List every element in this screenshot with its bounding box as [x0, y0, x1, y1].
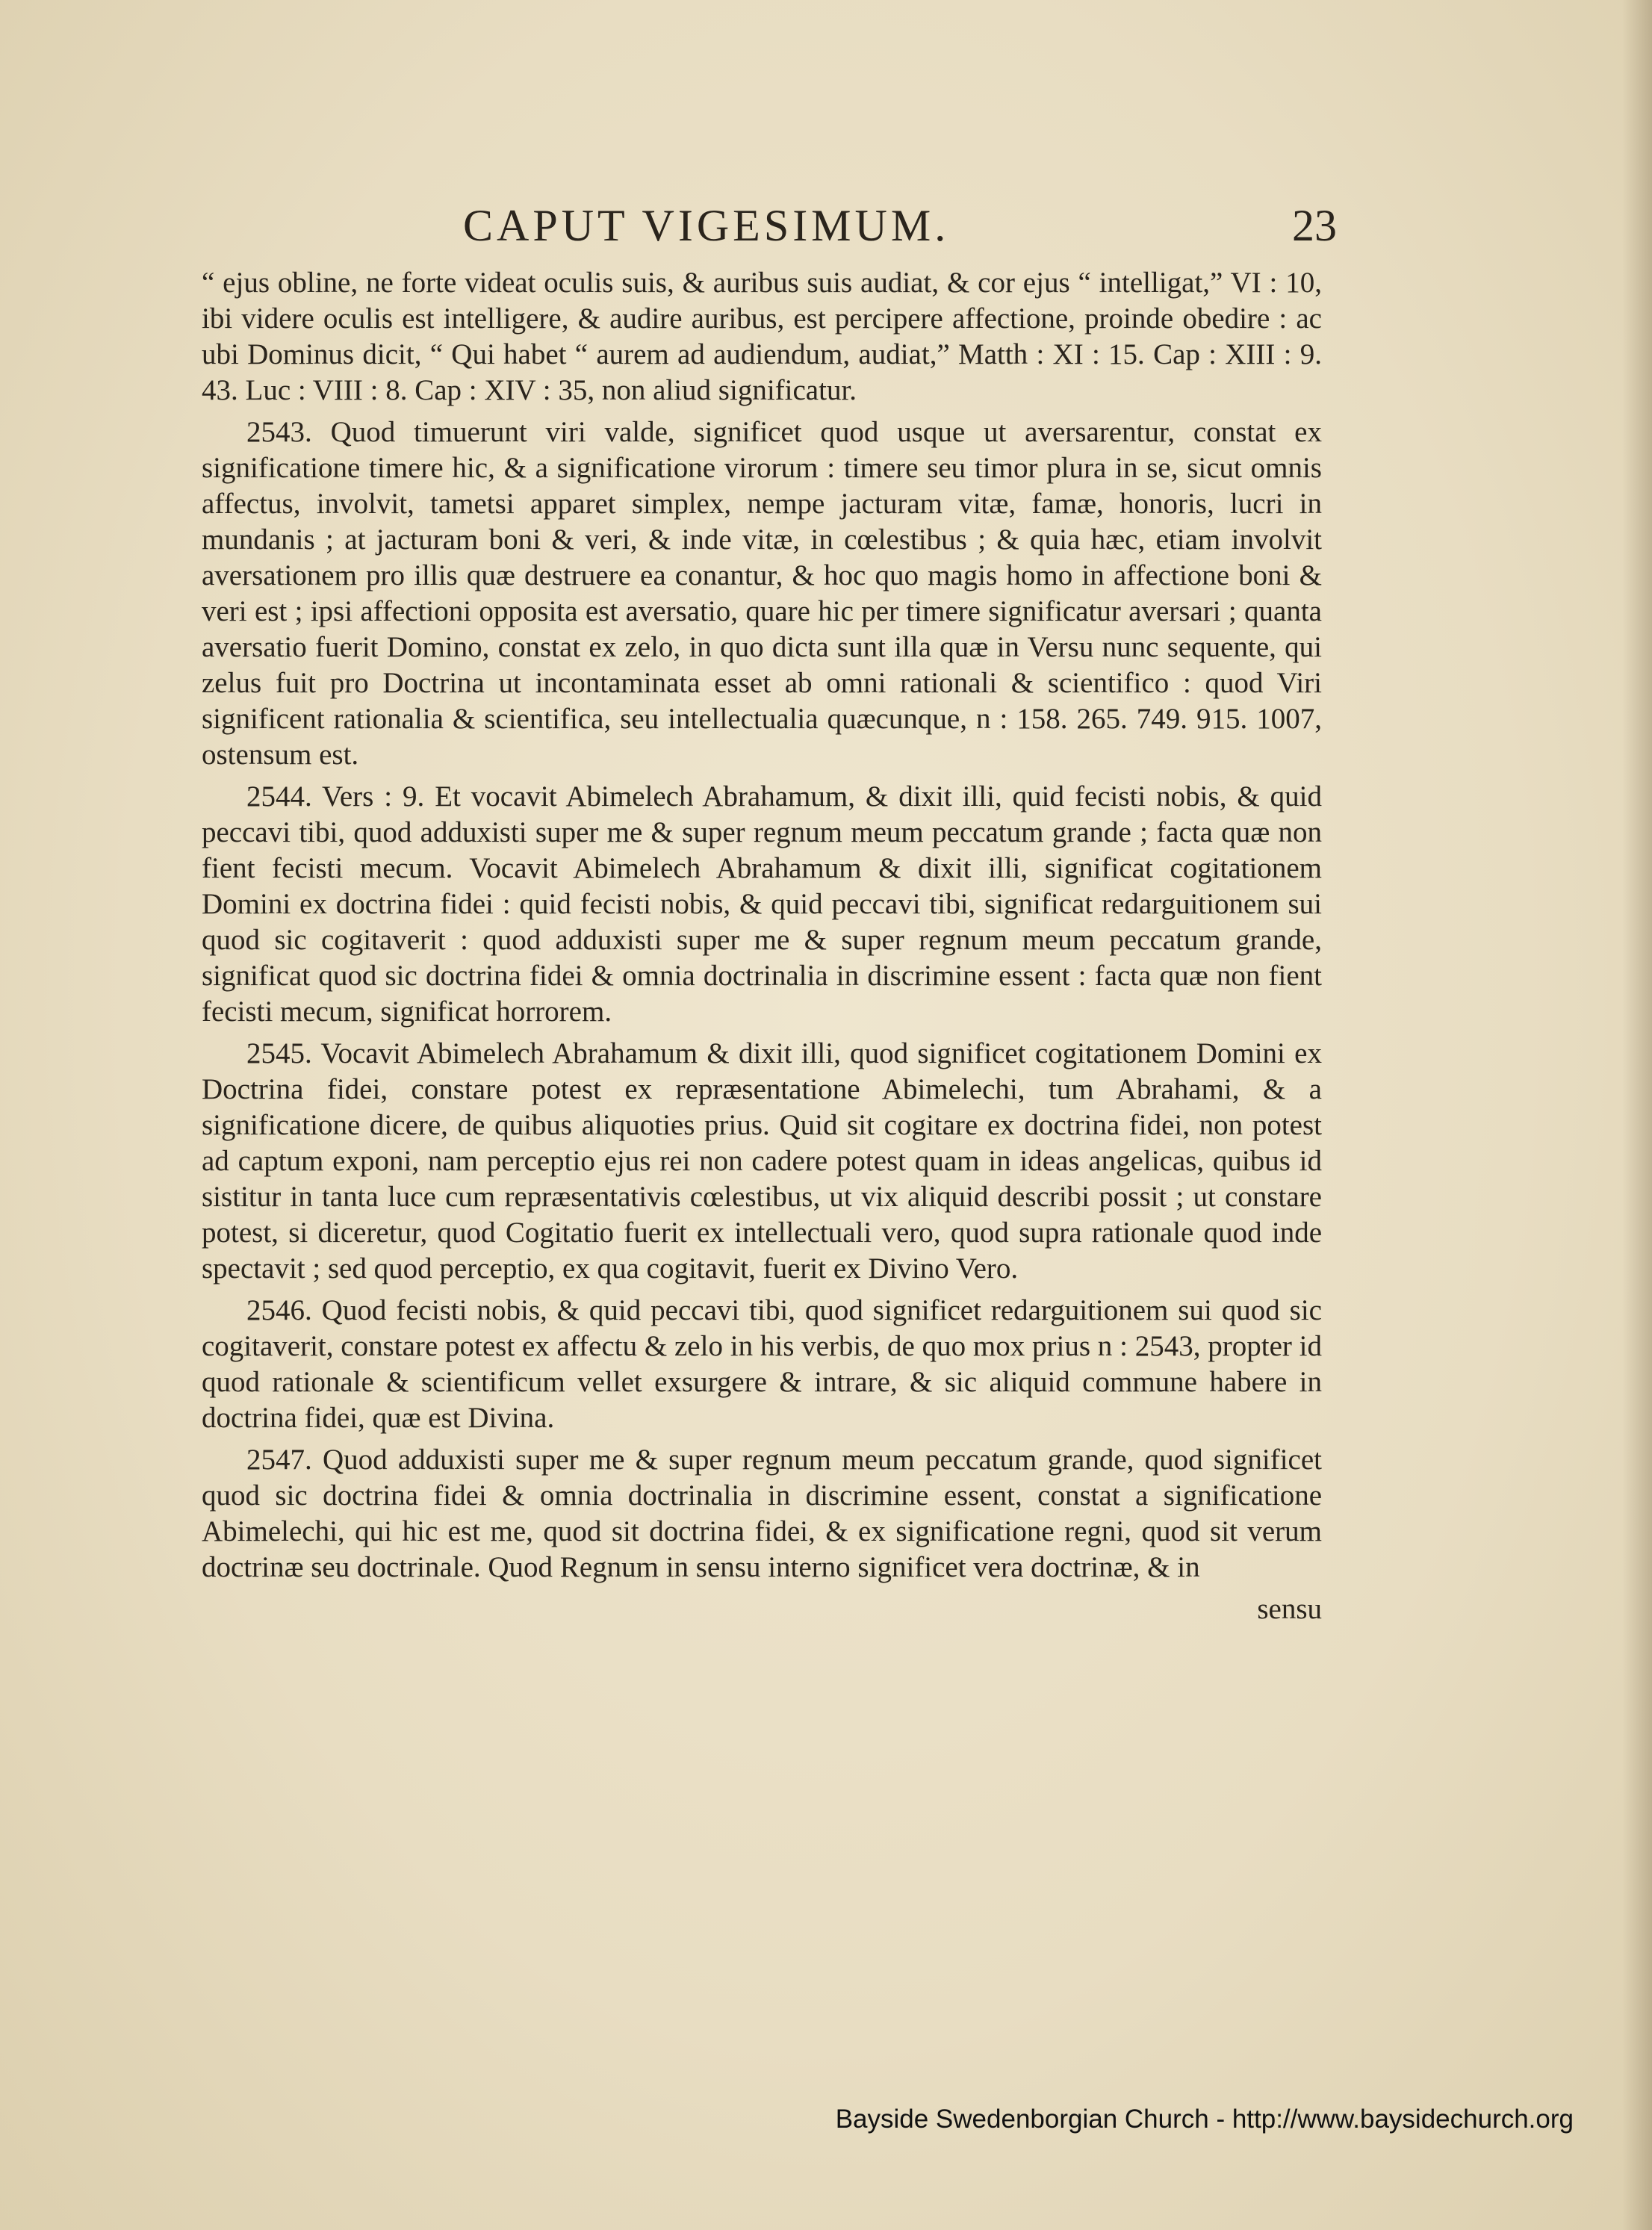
paragraph-2547: 2547. Quod adduxisti super me & super regnum meum peccatum grande, quod significet quod sic doctrina fidei & omnia doctrinalia in discrimine essent, constat a significatione Abimelechi, qui hic est me, quod sit doctrina fidei, & ex significatione regni, quod sit verum doctrinæ seu doctrinale. Quod Regnum in sensu interno significet vera doctrinæ, & in	[202, 1444, 1322, 1583]
page-number: 23	[1292, 201, 1337, 250]
gutter-shadow	[1622, 0, 1652, 2230]
paragraph-2546: 2546. Quod fecisti nobis, & quid peccavi tibi, quod significet redarguitionem sui quod sic cogitaverit, constare potest ex affectu & zelo in his verbis, de quo mox prius n : 2543, propter id quod rationale & scientificum vellet exsurgere & intrare, & sic aliquid commune habere in doctrina fidei, quæ est Divina.	[202, 1294, 1322, 1434]
paragraph-2543: 2543. Quod timuerunt viri valde, significet quod usque ut aversarentur, constat ex significatione timere hic, & a significatione virorum : timere seu timor plura in se, sicut omnis affectus, involvit, tametsi apparet simplex, nempe jacturam vitæ, famæ, honoris, lucri in mundanis ; at jacturam boni & veri, & inde vitæ, in cœlestibus ; & quia hæc, etiam involvit aversationem pro illis quæ destruere ea conantur, & hoc quo magis homo in affectione boni & veri est ; ipsi affectioni opposita est aversatio, quare hic per timere significatur aversari ; quanta aversatio fuerit Domino, constat ex zelo, in quo dicta sunt illa quæ in Versu nunc sequente, qui zelus fuit pro Doctrina ut incontaminata esset ab omni rationali & scientifico : quod Viri significent rationalia & scientifica, seu intellectualia quæcunque, n : 158. 265. 749. 915. 1007, ostensum est.	[202, 416, 1322, 771]
running-head	[202, 196, 1337, 255]
running-title: CAPUT VIGESIMUM.	[463, 201, 950, 250]
paragraph-continuation: “ ejus obline, ne forte videat oculis suis, & auribus suis audiat, & cor ejus “ intelligat,” VI : 10, ibi videre oculis est intelligere, & audire auribus, est percipere affectione, proinde obedire : ac ubi Dominus dicit, “ Qui habet “ aurem ad audiendum, audiat,” Matth : XI : 15. Cap : XIII : 9. 43. Luc : VIII : 8. Cap : XIV : 35, non aliud significatur.	[202, 267, 1322, 406]
paragraph-2545: 2545. Vocavit Abimelech Abrahamum & dixit illi, quod significet cogitationem Domini ex Doctrina fidei, constare potest ex repræsentatione Abimelechi, tum Abrahami, & a significatione dicere, de quibus aliquoties prius. Quid sit cogitare ex doctrina fidei, non potest ad captum exponi, nam perceptio ejus rei non cadere potest quam in ideas angelicas, quibus id sistitur in tanta luce cum repræsentativis cœlestibus, ut vix aliquid describi possit ; ut constare potest, si diceretur, quod Cogitatio fuerit ex intellectuali vero, quod supra rationale quod inde spectavit ; sed quod perceptio, ex qua cogitavit, fuerit ex Divino Vero.	[202, 1037, 1322, 1285]
source-watermark: Bayside Swedenborgian Church - http://www.baysidechurch.org	[835, 2105, 1574, 2134]
catchword: sensu	[1257, 1593, 1322, 1625]
paragraph-2544: 2544. Vers : 9. Et vocavit Abimelech Abrahamum, & dixit illi, quid fecisti nobis, & quid peccavi tibi, quod adduxisti super me & super regnum meum peccatum grande ; facta quæ non fient fecisti mecum. Vocavit Abimelech Abrahamum & dixit illi, significat cogitationem Domini ex doctrina fidei : quid fecisti nobis, & quid peccavi tibi, significat redarguitionem sui quod sic cogitaverit : quod adduxisti super me & super regnum meum peccatum grande, significat quod sic doctrina fidei & omnia doctrinalia in discrimine essent : facta quæ non fient fecisti mecum, significat horrorem.	[202, 780, 1322, 1028]
body-text	[202, 265, 1322, 1627]
